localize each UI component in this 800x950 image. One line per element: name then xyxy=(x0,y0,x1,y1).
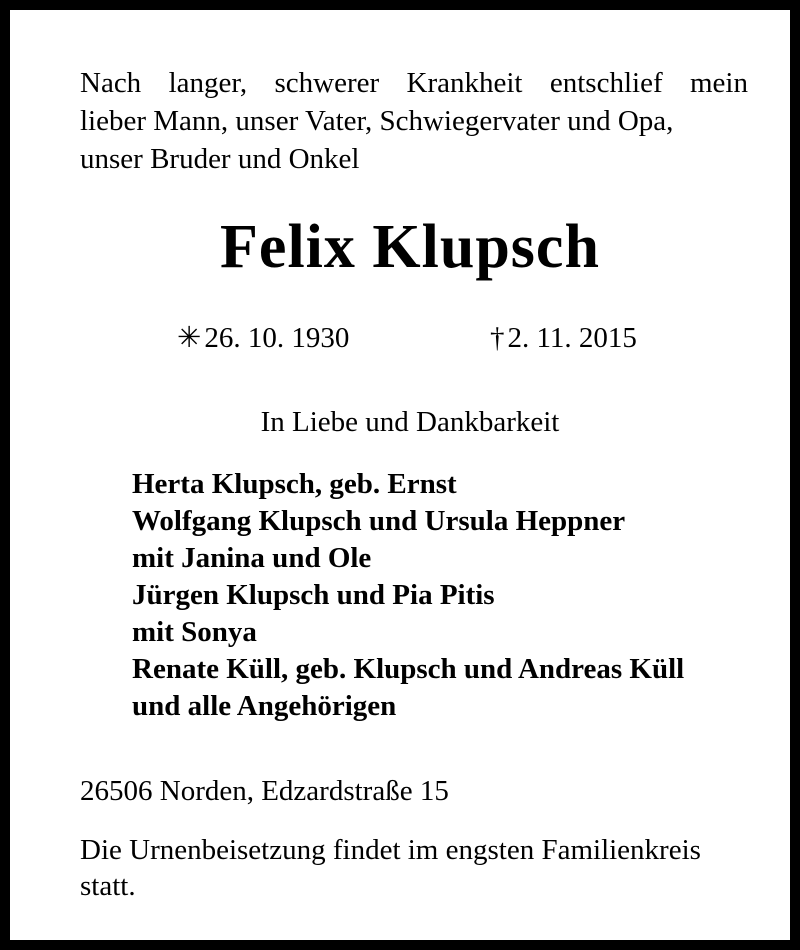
funeral-line: statt. xyxy=(80,870,136,902)
address: 26506 Norden, Edzardstraße 15 xyxy=(80,775,449,807)
family-members xyxy=(132,466,684,725)
dedication: In Liebe und Dankbarkeit xyxy=(260,406,560,438)
birth-star-icon: ✳ xyxy=(177,322,202,354)
intro-line-2: lieber Mann, unser Vater, Schwiegervater und Opa, xyxy=(80,105,674,137)
intro-word: schwerer xyxy=(274,67,380,99)
family-member: Herta Klupsch, geb. Ernst xyxy=(132,468,457,500)
birth-date xyxy=(177,319,349,357)
intro-word: langer, xyxy=(168,67,248,99)
intro-line-1 xyxy=(80,64,748,102)
intro-word: Nach xyxy=(80,67,142,99)
family-member: Jürgen Klupsch und Pia Pitis xyxy=(132,579,495,611)
family-member: Wolfgang Klupsch und Ursula Heppner xyxy=(132,505,626,537)
intro-word: mein xyxy=(689,67,748,99)
death-dagger-icon: † xyxy=(490,322,505,354)
intro-line-3: unser Bruder und Onkel xyxy=(80,143,360,175)
funeral-line: Die Urnenbeisetzung findet im engsten Familienkreis xyxy=(80,834,701,866)
family-member: und alle Angehörigen xyxy=(132,690,397,722)
funeral-notice xyxy=(80,832,770,904)
family-member: mit Janina und Ole xyxy=(132,542,372,574)
death-date-value: 2. 11. 2015 xyxy=(507,322,637,354)
intro-text xyxy=(80,64,748,178)
birth-date-value: 26. 10. 1930 xyxy=(204,322,350,354)
intro-word: Krankheit xyxy=(406,67,523,99)
family-member: mit Sonya xyxy=(132,616,257,648)
family-member: Renate Küll, geb. Klupsch und Andreas Küll xyxy=(132,653,685,685)
intro-word: entschlief xyxy=(549,67,663,99)
death-date xyxy=(490,319,637,357)
deceased-name: Felix Klupsch xyxy=(220,213,600,281)
